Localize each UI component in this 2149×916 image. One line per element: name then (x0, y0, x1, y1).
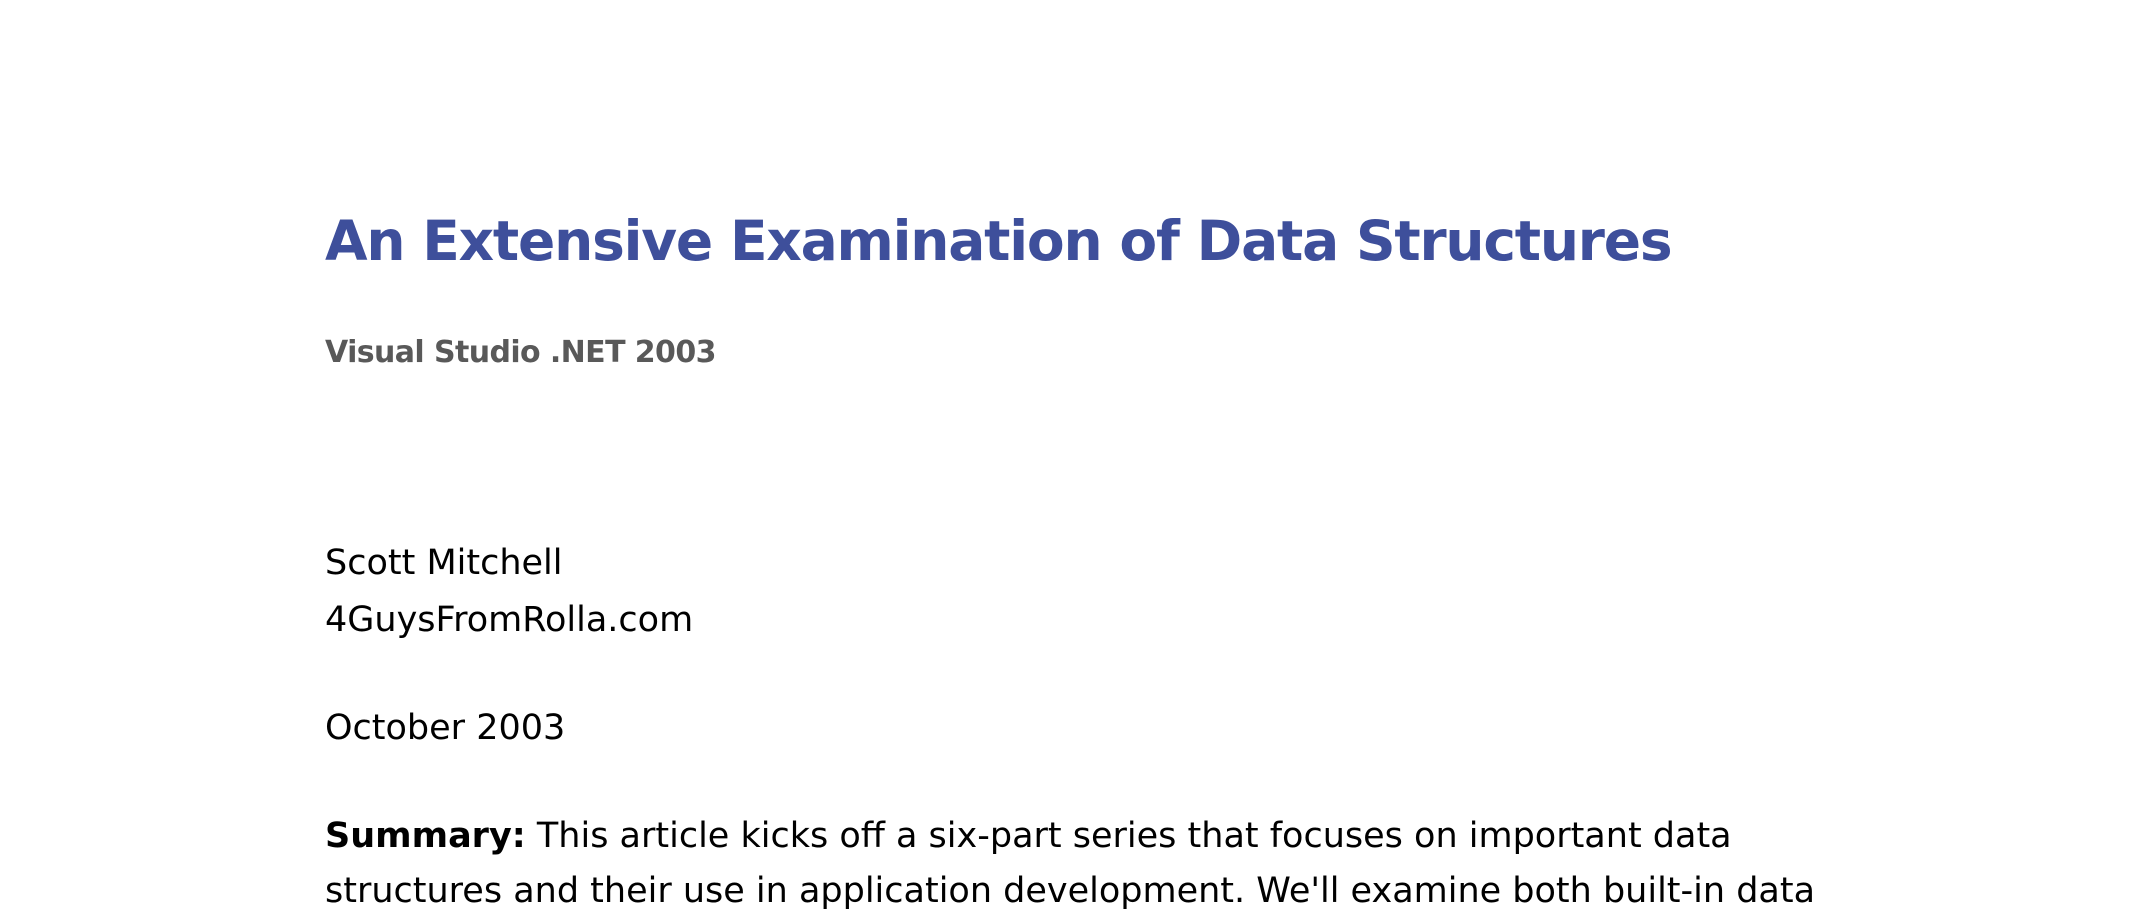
author-name: Scott Mitchell (325, 543, 563, 583)
author-site: 4GuysFromRolla.com (325, 600, 694, 640)
document-subtitle: Visual Studio .NET 2003 (325, 335, 716, 370)
summary-text-line-2: structures and their use in application development. We'll examine both built-in data (325, 871, 1816, 911)
publication-date: October 2003 (325, 708, 566, 748)
summary-label: Summary: (325, 816, 526, 856)
summary-paragraph (325, 811, 1732, 861)
summary-text-line-1: This article kicks off a six-part series that focuses on important data (536, 816, 1732, 856)
document-title: An Extensive Examination of Data Structures (325, 209, 1672, 273)
